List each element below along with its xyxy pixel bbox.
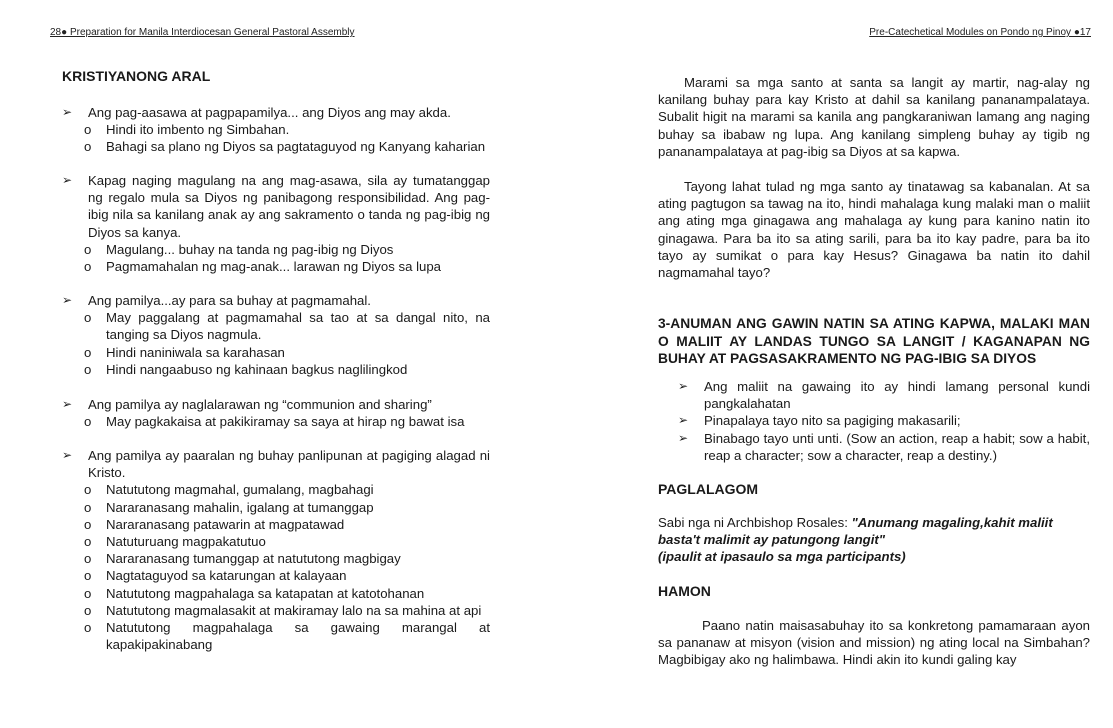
arrow-bullet-icon: ➢ bbox=[678, 379, 689, 393]
bullet-group bbox=[62, 396, 490, 430]
sub-list-item bbox=[62, 138, 490, 155]
sub-bullet-marker: o bbox=[84, 585, 92, 601]
section2-bullet-list bbox=[678, 378, 1090, 464]
section-title-paglalagom: PAGLALAGOM bbox=[658, 481, 759, 497]
bullet-text: Ang pamilya ay naglalarawan ng “communion and sharing” bbox=[88, 397, 432, 412]
sub-bullet-marker: o bbox=[84, 602, 92, 618]
sub-list-item bbox=[62, 309, 490, 343]
sub-list-item bbox=[62, 413, 490, 430]
left-page-header: 28● Preparation for Manila Interdiocesan General Pastoral Assembly bbox=[50, 27, 355, 38]
sub-item-text: Natuturuang magpakatutuo bbox=[106, 534, 266, 550]
sub-item-text: Bahagi sa plano ng Diyos sa pagtataguyod ng Kanyang kaharian bbox=[106, 139, 486, 155]
sub-list-item bbox=[62, 121, 490, 138]
arrow-bullet-icon: ➢ bbox=[62, 293, 73, 307]
sub-list-item bbox=[62, 516, 490, 533]
sub-item-text: Nararanasang patawarin at magpatawad bbox=[106, 516, 345, 532]
sub-bullet-marker: o bbox=[84, 620, 92, 636]
sub-bullet-marker: o bbox=[84, 516, 92, 532]
list-item bbox=[62, 172, 490, 241]
sub-bullet-marker: o bbox=[84, 551, 92, 567]
sub-list-item bbox=[62, 550, 490, 567]
sub-item-text: Nararanasang tumanggap at natututong magbigay bbox=[106, 551, 401, 567]
arrow-bullet-icon: ➢ bbox=[62, 173, 73, 187]
sub-bullet-marker: o bbox=[84, 344, 92, 360]
sub-list-item bbox=[62, 258, 490, 275]
list-item: ➢ Binabago tayo unti unti. (Sow an action, reap a habit; sow a habit, reap a character; sow a character, reap a destiny.) bbox=[678, 430, 1090, 463]
arrow-bullet-icon: ➢ bbox=[62, 397, 73, 411]
paragraph-martyrs: Marami sa mga santo at santa sa langit ay martir, nag-alay ng kanilang buhay para kay Kristo at dahil sa kanilang pananampalataya. Subalit higit na marami sa kanila ang pangkaraniwan lamang ang naging buhay sa ibabaw ng lupa. Ang kanilang simpleng buhay ay tigib ng pananampalataya at pag-ibig sa Diyos at sa kapwa. bbox=[658, 75, 1090, 159]
sub-item-text: Hindi nangaabuso ng kahinaan bagkus naglilingkod bbox=[106, 361, 408, 377]
bullet-group bbox=[62, 172, 490, 275]
quote-note: (ipaulit at ipasaulo sa mga participants) bbox=[658, 549, 906, 565]
bullet-group bbox=[62, 104, 490, 156]
section-title-kristiyanong-aral: KRISTIYANONG ARAL bbox=[62, 68, 211, 84]
sub-item-text: Nararanasang mahalin, igalang at tumanggap bbox=[106, 499, 374, 515]
quote-block bbox=[658, 514, 1090, 566]
sub-bullet-marker: o bbox=[84, 259, 92, 275]
left-page bbox=[0, 0, 556, 728]
sub-bullet-marker: o bbox=[84, 361, 92, 377]
list-item bbox=[62, 292, 490, 309]
arrow-bullet-icon: ➢ bbox=[678, 413, 689, 428]
bullet-text: Ang pamilya ay paaralan ng buhay panlipunan at pagiging alagad ni Kristo. bbox=[88, 448, 490, 481]
sub-item-text: Pagmamahalan ng mag-anak... larawan ng Diyos sa lupa bbox=[106, 259, 442, 275]
sub-item-text: May pagkakaisa at pakikiramay sa saya at hirap ng bawat isa bbox=[106, 414, 465, 430]
list-item bbox=[62, 396, 490, 413]
list-item: ➢ Pinapalaya tayo nito sa pagiging makasarili; bbox=[678, 413, 961, 429]
sub-item-text: Natututong magpahalaga sa gawaing marangal at kapakipakinabang bbox=[106, 620, 490, 653]
sub-bullet-marker: o bbox=[84, 499, 92, 515]
bullet-group bbox=[62, 447, 490, 653]
sub-bullet-marker: o bbox=[84, 534, 92, 550]
sub-bullet-marker: o bbox=[84, 482, 92, 498]
sub-item-text: Hindi ito imbento ng Simbahan. bbox=[106, 122, 290, 138]
sub-list-item bbox=[62, 533, 490, 550]
sub-list-item bbox=[62, 585, 490, 602]
sub-item-text: Natututong magpahalaga sa katapatan at katotohanan bbox=[106, 585, 425, 601]
sub-bullet-marker: o bbox=[84, 241, 92, 257]
sub-item-text: Magulang... buhay na tanda ng pag-ibig ng Diyos bbox=[106, 241, 394, 257]
sub-list-item bbox=[62, 499, 490, 516]
bullet-text: Ang pag-aasawa at pagpapamilya... ang Diyos ang may akda. bbox=[88, 105, 451, 120]
sub-list-item bbox=[62, 567, 490, 584]
section-title-anuman: 3-ANUMAN ANG GAWIN NATIN SA ATING KAPWA, MALAKI MAN O MALIIT AY LANDAS TUNGO SA LANGIT / KAGANAPAN NG BUHAY AT PAGSASAKRAMENTO NG PAG-IBIG SA DIYOS bbox=[658, 316, 1090, 366]
list-item: ➢ Ang maliit na gawaing ito ay hindi lamang personal kundi pangkalahatan bbox=[678, 379, 1090, 412]
list-item bbox=[62, 104, 490, 121]
arrow-bullet-icon: ➢ bbox=[678, 430, 689, 445]
sub-list-item bbox=[62, 619, 490, 653]
quote-intro: Sabi nga ni Archbishop Rosales: bbox=[658, 515, 852, 530]
sub-bullet-marker: o bbox=[84, 139, 92, 155]
sub-item-text: May paggalang at pagmamahal sa tao at sa dangal nito, na tanging sa Diyos nagmula. bbox=[106, 310, 490, 343]
section-title-hamon: HAMON bbox=[658, 583, 711, 599]
right-page-header: Pre-Catechetical Modules on Pondo ng Pinoy ●17 bbox=[869, 27, 1091, 38]
list-item bbox=[62, 447, 490, 481]
sub-bullet-marker: o bbox=[84, 414, 92, 430]
sub-bullet-marker: o bbox=[84, 310, 92, 326]
paragraph-holiness: Tayong lahat tulad ng mga santo ay tinatawag sa kabanalan. At sa ating pagtugon sa tawag na ito, hindi mahalaga kung malaki man o maliit ang ating mga ginagawa ang mahalaga ay kung para kanino natin ito ginagawa. Para ba ito sa ating sarili, para ba ito kay padre, para ba ito tayo ay sumikat o para kay Hesus? Ginagawa ba natin ito dahil nagmamahal tayo? bbox=[658, 179, 1090, 281]
bullet-text: Ang pamilya...ay para sa buhay at pagmamahal. bbox=[88, 293, 371, 308]
arrow-bullet-icon: ➢ bbox=[62, 448, 73, 462]
sub-list-item bbox=[62, 602, 490, 619]
quote-text: "Anumang magaling,kahit maliit basta't malimit ay patungong langit" bbox=[658, 515, 1053, 548]
sub-list-item bbox=[62, 344, 490, 361]
sub-item-text: Hindi naniniwala sa karahasan bbox=[106, 344, 285, 360]
sub-item-text: Natututong magmalasakit at makiramay lalo na sa mahina at api bbox=[106, 602, 482, 618]
bullet-text: Kapag naging magulang na ang mag-asawa, sila ay tumatanggap ng regalo mula sa Diyos ng panibagong responsibilidad. Ang pag-ibig nila sa kanilang anak ay ang sakramento o tanda ng pag-ibig ng Diyos sa kanya. bbox=[88, 173, 490, 240]
sub-list-item bbox=[62, 361, 490, 378]
paragraph-hamon: Paano natin maisasabuhay ito sa konkretong pamamaraan ayon sa pananaw at misyon (vision and mission) ng ating local na Simbahan? Magbibigay ako ng halimbawa. Hindi akin ito kundi galing kay bbox=[658, 618, 1090, 668]
arrow-bullet-icon: ➢ bbox=[62, 105, 73, 119]
right-page bbox=[556, 0, 1113, 728]
sub-bullet-marker: o bbox=[84, 122, 92, 138]
bullet-group bbox=[62, 292, 490, 378]
sub-item-text: Nagtataguyod sa katarungan at kalayaan bbox=[106, 568, 347, 584]
sub-item-text: Natututong magmahal, gumalang, magbahagi bbox=[106, 482, 374, 498]
sub-list-item bbox=[62, 481, 490, 498]
sub-bullet-marker: o bbox=[84, 568, 92, 584]
sub-list-item bbox=[62, 241, 490, 258]
